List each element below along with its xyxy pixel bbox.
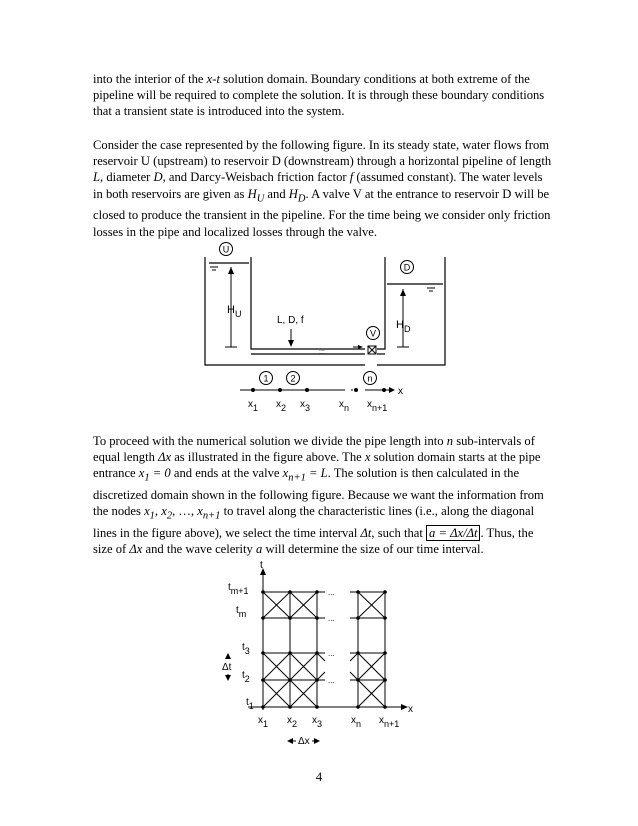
reservoir-d-label: D bbox=[403, 262, 411, 273]
node-2-label: 2 bbox=[290, 373, 296, 384]
grid-ellipsis: ... bbox=[328, 676, 335, 685]
xt-grid-figure bbox=[218, 560, 428, 750]
delta-x-label: Δx bbox=[298, 736, 310, 747]
delta-t-label: Δt bbox=[222, 662, 232, 673]
t-label: t2 bbox=[242, 670, 250, 684]
x-label: xn+1 bbox=[379, 715, 400, 729]
pipeline-figure bbox=[195, 237, 455, 417]
paragraph-1: into the interior of the x-t solution domain. Boundary conditions at both extreme of the pipeline will be required to complete the solution. It is through these boundary conditions that a transient state is introduced into the system. bbox=[93, 72, 545, 119]
pipe-params-label: L, D, f bbox=[277, 315, 304, 326]
t-label: tm+1 bbox=[228, 582, 249, 596]
valve-label: V bbox=[369, 328, 377, 339]
t-axis-label: t bbox=[260, 560, 263, 571]
x-label: x2 bbox=[276, 399, 287, 413]
celerity-equation-box: a = Δx/Δt bbox=[426, 525, 480, 541]
node-1-label: 1 bbox=[263, 373, 269, 384]
downstream-reservoir bbox=[377, 257, 445, 365]
x-label: x2 bbox=[287, 715, 298, 729]
x-label: xn+1 bbox=[367, 399, 388, 413]
t-label: tm bbox=[236, 605, 247, 619]
head-d-label: $H_D$ bbox=[396, 319, 411, 334]
reservoir-u-label: U bbox=[222, 244, 230, 255]
pipe-ellipsis: ::: bbox=[319, 349, 325, 356]
x-axis-label: x bbox=[398, 386, 403, 397]
page-number: 4 bbox=[315, 770, 323, 784]
x-label: xn bbox=[351, 715, 362, 729]
paragraph-3: To proceed with the numerical solution we divide the pipe length into n sub-intervals of equal length Δx as illustrated in the figure above. The x solution domain starts at the pipe entrance $x_1 = 0$ and ends at the valve $x_{n+1} = L$. The solution is then calculated in the discretized domain shown in the following figure. Because we want the information from the nodes $x_1$, $x_2$, …, $x_{n+1}$ to travel along the characteristic lines (i.e., along the diagonal lines in the figure above), we select the time interval Δt, such that a = Δx/Δt . Thus, the size of Δx and the wave celerity a will determine the size of our time interval. bbox=[93, 434, 544, 557]
grid-ellipsis: ... bbox=[328, 614, 335, 623]
x-label: x1 bbox=[258, 715, 269, 729]
x-axis-label: x bbox=[408, 704, 413, 715]
x-label: x3 bbox=[312, 715, 323, 729]
x-label: xn bbox=[339, 399, 350, 413]
head-u-label: $H_U$ bbox=[227, 304, 242, 319]
x-label: x3 bbox=[300, 399, 311, 413]
grid-ellipsis: ... bbox=[328, 649, 335, 658]
t-label: t1 bbox=[246, 697, 254, 711]
grid-ellipsis: ... bbox=[328, 588, 335, 597]
x-label: x1 bbox=[248, 399, 259, 413]
paragraph-2: Consider the case represented by the following figure. In its steady state, water flows from reservoir U (upstream) to reservoir D (downstream) through a horizontal pipeline of length L, diameter D, and Darcy-Weisbach friction factor f (assumed constant). The water levels in both reservoirs are given as $H_U$ and $H_D$. A valve V at the entrance to reservoir D will be closed to produce the transient in the pipeline. For the time being we consider only friction losses in the pipe and localized losses through the valve. bbox=[93, 138, 552, 239]
node-n-label: n bbox=[367, 373, 373, 384]
t-label: t3 bbox=[242, 642, 250, 656]
